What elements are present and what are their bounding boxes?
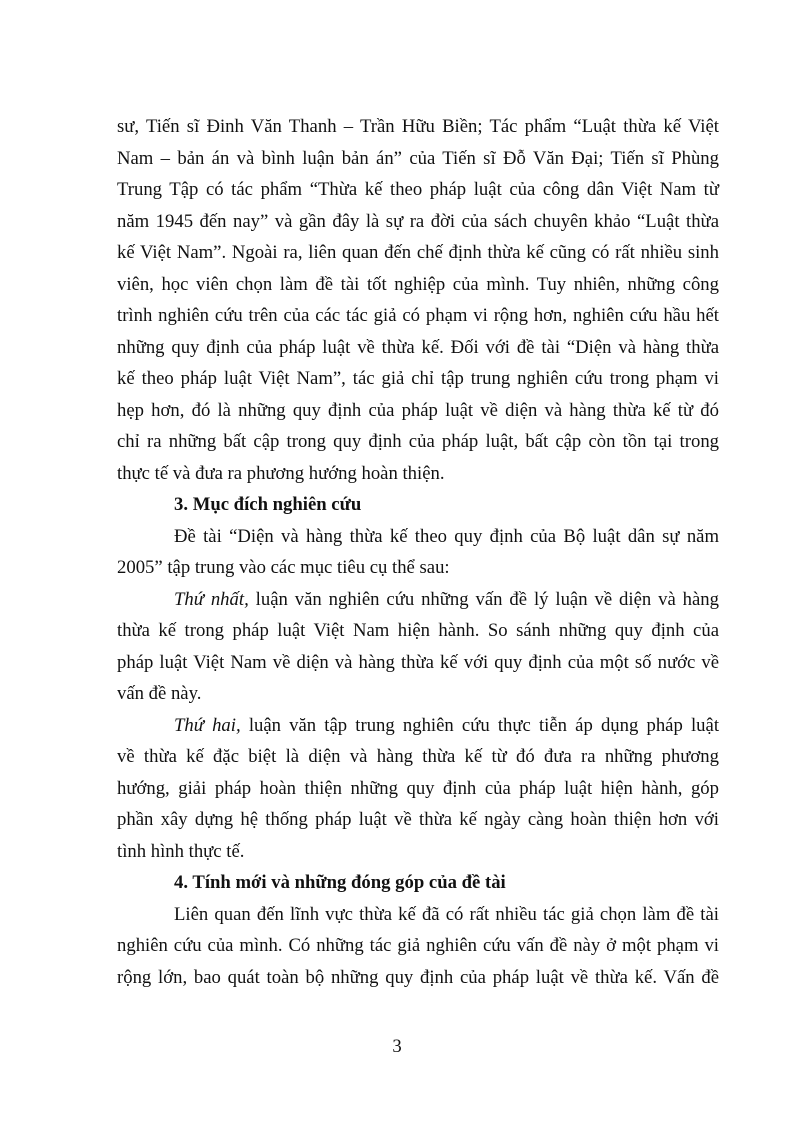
text-line: pháp luật Việt Nam về diện và hàng thừa kế với quy định của một số nước về xyxy=(117,651,719,673)
paragraph-literature-review xyxy=(117,111,719,489)
second-objective-label: Thứ hai, xyxy=(174,714,241,736)
paragraph-second-objective xyxy=(117,710,719,868)
text-line: rộng lớn, bao quát toàn bộ những quy định của pháp luật về thừa kế. Vấn đề xyxy=(117,966,719,988)
section-heading-research-purpose: 3. Mục đích nghiên cứu xyxy=(174,494,362,515)
text-line xyxy=(117,710,719,742)
paragraph-novelty xyxy=(117,899,719,994)
text-line: Trung Tập có tác phẩm “Thừa kế theo pháp luật của công dân Việt Nam từ xyxy=(117,179,719,200)
text-line: hướng, giải pháp hoàn thiện những quy định của pháp luật hiện hành, góp xyxy=(117,777,719,799)
text-line: tình hình thực tế. xyxy=(117,840,245,862)
text-line: viên, học viên chọn làm đề tài tốt nghiệp của mình. Tuy nhiên, những công xyxy=(117,273,719,295)
paragraph-research-purpose xyxy=(117,521,719,584)
text-line: thực tế và đưa ra phương hướng hoàn thiện. xyxy=(117,462,445,484)
text-line: 2005” tập trung vào các mục tiêu cụ thể sau: xyxy=(117,557,450,578)
text-line: về thừa kế đặc biệt là diện và hàng thừa kế từ đó đưa ra những phương xyxy=(117,746,719,767)
text-line: sư, Tiến sĩ Đinh Văn Thanh – Trần Hữu Biền; Tác phẩm “Luật thừa kế Việt xyxy=(117,116,719,137)
paragraph-first-objective xyxy=(117,584,719,710)
text-line: trình nghiên cứu trên của các tác giả có phạm vi rộng hơn, nghiên cứu hầu hết xyxy=(117,305,719,326)
text-line: Liên quan đến lĩnh vực thừa kế đã có rất nhiều tác giả chọn làm đề tài xyxy=(174,903,719,925)
second-objective-text: luận văn tập trung nghiên cứu thực tiễn áp dụng pháp luật xyxy=(240,714,720,736)
text-line: Nam – bản án và bình luận bản án” của Tiến sĩ Đỗ Văn Đại; Tiến sĩ Phùng xyxy=(117,147,719,169)
text-line: chỉ ra những bất cập trong quy định của pháp luật, bất cập còn tồn tại trong xyxy=(117,431,719,452)
text-line: những quy định của pháp luật về thừa kế. Đối với đề tài “Diện và hàng thừa xyxy=(117,336,719,358)
text-line: hẹp hơn, đó là những quy định của pháp luật về diện và hàng thừa kế từ đó xyxy=(117,399,719,421)
first-objective-text: luận văn nghiên cứu những vấn đề lý luận về diện và hàng xyxy=(248,588,719,610)
page-number: 3 xyxy=(392,1036,402,1057)
first-objective-label: Thứ nhất, xyxy=(174,588,249,610)
body-text xyxy=(117,111,719,993)
text-line: phần xây dựng hệ thống pháp luật về thừa kế ngày càng hoàn thiện hơn với xyxy=(117,809,719,830)
text-line: năm 1945 đến nay” và gần đây là sự ra đời của sách chuyên khảo “Luật thừa xyxy=(117,210,719,232)
text-line: Đề tài “Diện và hàng thừa kế theo quy định của Bộ luật dân sự năm xyxy=(174,525,719,547)
text-line: nghiên cứu của mình. Có những tác giả nghiên cứu vấn đề này ở một phạm vi xyxy=(117,935,719,956)
text-line xyxy=(117,584,719,616)
text-line: vấn đề này. xyxy=(117,683,202,704)
text-line: thừa kế trong pháp luật Việt Nam hiện hành. So sánh những quy định của xyxy=(117,620,719,641)
text-line: kế theo pháp luật Việt Nam”, tác giả chỉ tập trung nghiên cứu trong phạm vi xyxy=(117,368,719,389)
section-heading-novelty: 4. Tính mới và những đóng góp của đề tài xyxy=(174,872,506,893)
text-line: kế Việt Nam”. Ngoài ra, liên quan đến chế định thừa kế cũng có rất nhiều sinh xyxy=(117,242,719,263)
